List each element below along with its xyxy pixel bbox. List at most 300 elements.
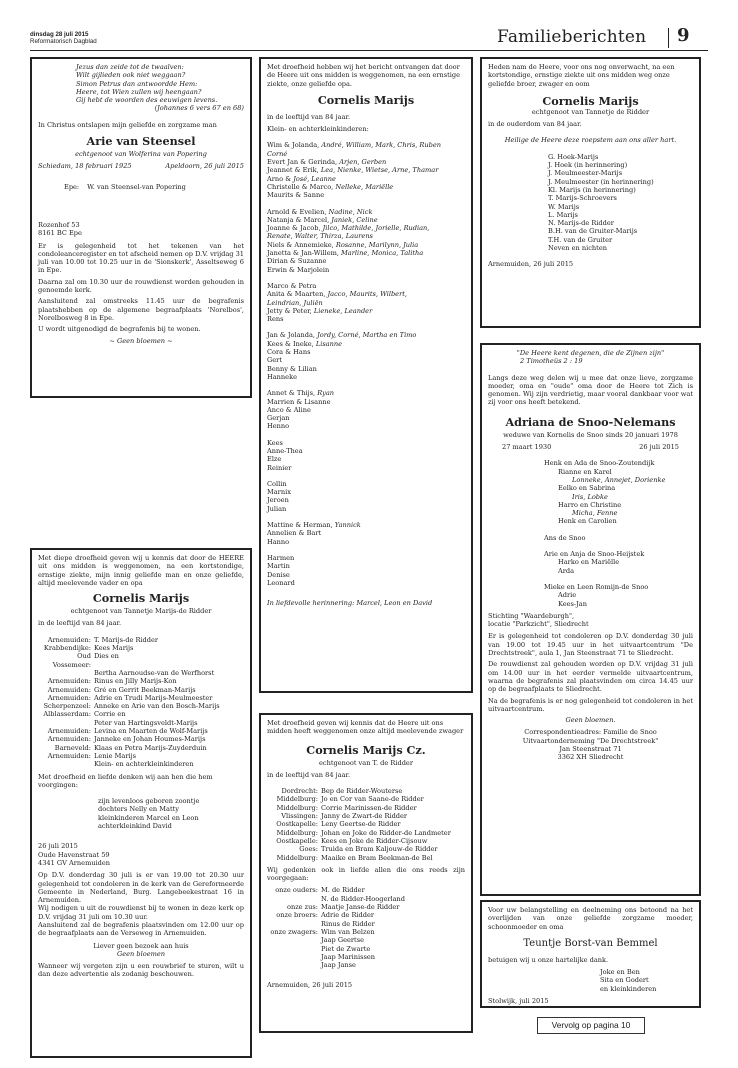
deceased-name: Arie van Steensel bbox=[86, 134, 196, 149]
family-row: Scherpenzeel: Anneke en Arie van den Bosch-Marijs bbox=[43, 702, 220, 711]
place-label bbox=[267, 953, 321, 961]
parents-names: Jeannet & Erik, bbox=[267, 166, 321, 175]
children-names: Jacco, Maurits, Wilbert, bbox=[327, 290, 407, 299]
intro-text: Met droefheid hebben wij het bericht ontvangen dat door de Heere uit ons midden is weggenomen, na een ernstige ziekte, onze geliefde opa. bbox=[267, 63, 461, 88]
grandchild-line bbox=[267, 398, 465, 406]
letter-notice: Wanneer wij vergeten zijn u een rouwbrief te sturen, wilt u dan deze advertentie als zodanig beschouwen. bbox=[38, 962, 244, 979]
location-line: locatie "Parkzicht", Sliedrecht bbox=[488, 620, 589, 629]
family-line: Kees-Jan bbox=[558, 599, 587, 608]
no-visit-text: Liever geen bezoek aan huis bbox=[93, 941, 189, 950]
grandchild-line bbox=[267, 496, 465, 504]
family-row: Arnemuiden: Lenie Marijs bbox=[47, 751, 137, 760]
verse-block bbox=[38, 63, 244, 113]
children-names: Corné bbox=[267, 149, 288, 158]
children-names: Yannick bbox=[334, 521, 361, 530]
family-row bbox=[267, 820, 465, 828]
parents-names: Niels & Annemieke, bbox=[267, 240, 336, 249]
family-row bbox=[267, 903, 465, 911]
family-list bbox=[38, 636, 244, 769]
family-line: Micha, Fenne bbox=[572, 509, 618, 518]
verse-line: "De Heere kent degenen, die de Zijnen zijn" bbox=[516, 349, 665, 357]
grandchild-line bbox=[267, 183, 465, 191]
burial-text: Aansluitend zal omstreeks 11.45 uur de begrafenis plaatshebben op de algemene begraafplaats 'Norelbos', Norelbosweg 8 in Epe. bbox=[38, 297, 244, 322]
parents-names: Christelle & Marco, bbox=[267, 182, 336, 191]
location-line: Stichting "Waardeburgh", bbox=[488, 611, 575, 620]
children-names: Rosanne, Marilynn, Julia bbox=[335, 240, 419, 249]
verse-line: Gij hebt de woorden des eeuwigen levens. bbox=[76, 96, 218, 105]
person-names: N. de Ridder-Hoogerland bbox=[321, 894, 406, 903]
verse-reference: 2 Timotheüs 2 : 19 bbox=[520, 357, 583, 366]
person-names: Bep de Ridder-Wouterse bbox=[321, 787, 403, 796]
person-names: Kees en Joke de Ridder-Cijsouw bbox=[321, 836, 428, 845]
obituary-cornelis-marijs-siblings bbox=[480, 57, 701, 328]
grandchild-line bbox=[267, 529, 465, 537]
children-names: Jordy, Corné, Martha en Timo bbox=[317, 331, 417, 340]
parents-names: Mattine & Herman, bbox=[267, 521, 335, 530]
grandchild-line bbox=[267, 224, 465, 232]
place-label: Oostkapelle: bbox=[276, 820, 318, 829]
person-names: Janny de Zwart-de Ridder bbox=[321, 812, 408, 821]
parents-names: Anco & Aline bbox=[267, 405, 311, 414]
parents-names: Cora & Hans bbox=[267, 348, 311, 357]
correspondence-line: 3362 XH Sliedrecht bbox=[557, 753, 624, 762]
grandchild-line bbox=[267, 340, 465, 348]
group-gap bbox=[267, 587, 465, 595]
family-line: Rianne en Karel bbox=[558, 467, 612, 476]
person-names: Maaike en Bram Beekman-de Bel bbox=[321, 853, 433, 862]
grandchild-line bbox=[267, 348, 465, 356]
person-names: Corrie Marinissen-de Ridder bbox=[321, 803, 417, 812]
grandchild-line bbox=[267, 422, 465, 430]
children-names: Jilco, Mathilde, Jorielle, Rudian, bbox=[322, 224, 430, 233]
family-row bbox=[267, 837, 465, 845]
life-dates bbox=[38, 162, 244, 170]
family-row bbox=[267, 845, 465, 853]
children-names: André, William, Mark, Chris, Ruben bbox=[321, 141, 442, 150]
relative-name: Kl. Marijs (in herinnering) bbox=[548, 185, 636, 194]
family-heading: Klein- en achterkleinkinderen: bbox=[267, 125, 369, 134]
correspondence-line: Uitvaartonderneming "De Drechtstreek" bbox=[522, 736, 659, 745]
parents-names: Jetty & Peter, bbox=[267, 306, 314, 315]
group-gap bbox=[267, 431, 465, 439]
predeceased-item: dochters Nelly en Matty bbox=[98, 805, 179, 814]
signatory-name: Joke en Ben bbox=[600, 968, 640, 977]
intro-text: Met diepe droefheid geven wij u kennis dat door de HEERE uit ons midden is weggenomen, na een kortstondige, ernstige ziekte, mijn innig geliefde man en onze geliefde, altijd meelevende vader en opa bbox=[38, 554, 244, 587]
life-dates bbox=[488, 443, 693, 451]
remembrance-text: Wij gedenken ook in liefde allen die ons reeds zijn voorgegaan: bbox=[267, 865, 465, 883]
after-burial-text: Na de begrafenis is er nog gelegenheid tot condoleren in het uitvaartcentrum. bbox=[488, 696, 693, 713]
family-row: Alblasserdam: Corrie en bbox=[43, 710, 126, 719]
grandchild-line bbox=[267, 150, 465, 158]
family-row: Arnemuiden: T. Marijs-de Ridder bbox=[47, 635, 159, 644]
family-row bbox=[267, 795, 465, 803]
grandchild-line bbox=[267, 208, 465, 216]
family-row: Barneveld: Klaas en Petra Marijs-Zuyderduin bbox=[54, 743, 207, 752]
grandchild-line bbox=[267, 356, 465, 364]
page-title: Familieberichten bbox=[497, 27, 647, 47]
obituary-arie-van-steensel bbox=[30, 57, 252, 398]
children-names: Nelleke, Mariëlle bbox=[335, 182, 394, 191]
condolence-text: Op D.V. donderdag 30 juli is er van 19.00 tot 20.30 uur gelegenheid tot condoleren in de kerk van de Gereformeerde Gemeente in Nederland, Burg. Langebeekestraat 16 in Arnemuiden. bbox=[38, 871, 244, 905]
place-label bbox=[267, 920, 321, 928]
verse-line: Heere, tot Wien zullen wij heengaan? bbox=[76, 87, 202, 96]
place-label: Epe: bbox=[64, 182, 80, 191]
parents-names: Jan & Jolanda, bbox=[267, 331, 318, 340]
parents-names: Leonard bbox=[267, 578, 295, 587]
group-gap bbox=[267, 472, 465, 480]
parents-names: Martin bbox=[267, 562, 290, 571]
grandchild-line bbox=[267, 389, 465, 397]
correspondence-line: Correspondentieadres: Familie de Snoo bbox=[524, 728, 657, 737]
parents-names: Jeroen bbox=[267, 496, 289, 505]
verse-line: Wilt gijlieden ook niet weggaan? bbox=[76, 71, 186, 80]
group-gap bbox=[267, 274, 465, 282]
thank-you-teuntje-borst bbox=[480, 900, 701, 1008]
grandchild-line bbox=[267, 257, 465, 265]
predeceased-list bbox=[267, 886, 465, 969]
obituary-cornelis-marijs-family bbox=[30, 548, 252, 1058]
person-names: Leny Geertse-de Ridder bbox=[321, 820, 401, 829]
deceased-name: Cornelis Marijs bbox=[542, 93, 639, 108]
family-line: Adrie bbox=[558, 591, 577, 600]
predeceased-list bbox=[38, 797, 244, 830]
person-names: Adrie de Ridder bbox=[321, 911, 375, 920]
grandchild-line bbox=[267, 166, 465, 174]
family-line: Iris, Lobke bbox=[572, 492, 608, 501]
family-block bbox=[488, 583, 693, 608]
parents-names: Marrien & Lisanne bbox=[267, 397, 331, 406]
grandchild-line bbox=[267, 406, 465, 414]
family-row: Arnemuiden: Rinus en Jilly Marijs-Kon bbox=[47, 677, 177, 686]
children-names: Leindrian, Juliën bbox=[267, 298, 323, 307]
deceased-name: Cornelis Marijs bbox=[317, 92, 415, 107]
family-row: Arnemuiden: Janneke en Johan Houmes-Marijs bbox=[47, 735, 206, 744]
service-text: De rouwdienst zal gehouden worden op D.V. vrijdag 31 juli om 14.00 uur in het eerder vermelde uitvaartcentrum, waarna de begrafenis zal plaatsvinden om circa 14.45 uur op de begraafplaats te Sliedrecht. bbox=[488, 660, 693, 694]
notice-date: 26 juli 2015 bbox=[38, 842, 78, 851]
intro-text: Heden nam de Heere, voor ons nog onverwacht, na een kortstondige, ernstige ziekte uit ons midden weg onze geliefde broer, zwager en oom bbox=[488, 63, 675, 88]
family-row: Klein- en achterkleinkinderen bbox=[94, 760, 194, 769]
thanks-text: betuigen wij u onze hartelijke dank. bbox=[488, 955, 609, 964]
place-label: Middelburg: bbox=[276, 795, 318, 804]
relative-name: T. Marijs-Schroevers bbox=[548, 194, 617, 203]
grandchild-line bbox=[267, 562, 465, 570]
relative-name: N. Marijs-de Ridder bbox=[548, 219, 614, 228]
grandchild-line bbox=[267, 373, 465, 381]
person-names: Truida en Bram Kaljouw-de Ridder bbox=[321, 845, 438, 854]
family-row bbox=[267, 804, 465, 812]
signatory-name: en kleinkinderen bbox=[600, 984, 657, 993]
predeceased-item: kleinkinderen Marcel en Leon bbox=[98, 813, 199, 822]
parents-names: Natanja & Marcel, bbox=[267, 215, 332, 224]
grandchildren-list bbox=[267, 141, 465, 595]
place-label: Middelburg: bbox=[276, 803, 318, 812]
parents-names: Joanne & Jacob, bbox=[267, 224, 323, 233]
family-line: Henk en Carolien bbox=[558, 517, 617, 526]
parents-names: Kees & Ineke, bbox=[267, 339, 316, 348]
deceased-name: Cornelis Marijs bbox=[92, 591, 190, 606]
obituary-adriana-de-snoo-nelemans bbox=[480, 343, 701, 896]
no-flowers: Geen bloemen bbox=[116, 949, 166, 958]
parents-names: Elze bbox=[267, 455, 282, 464]
place-label: onze broers: bbox=[276, 911, 318, 920]
person-names: Piet de Zwarte bbox=[321, 944, 371, 953]
intro-text: In Christus ontslapen mijn geliefde en zorgzame man bbox=[38, 120, 217, 129]
page-number: 9 bbox=[677, 25, 690, 46]
age-line: in de leeftijd van 84 jaar. bbox=[38, 619, 122, 628]
parents-names: Julian bbox=[267, 504, 287, 513]
grandchild-line bbox=[267, 455, 465, 463]
family-row bbox=[267, 920, 465, 928]
family-row bbox=[267, 829, 465, 837]
parents-names: Hanno bbox=[267, 537, 290, 546]
family-line: Mieke en Leen Romijn-de Snoo bbox=[544, 582, 649, 591]
person-names: Maatje Janse-de Ridder bbox=[321, 903, 400, 912]
place-label: onze zus: bbox=[286, 903, 318, 912]
birth-date: 27 maart 1930 bbox=[502, 443, 552, 452]
family-row: Krabbendijke: Kees Marijs bbox=[43, 644, 134, 653]
family-row bbox=[267, 895, 465, 903]
signatory bbox=[38, 183, 244, 191]
family-line: Harro en Christine bbox=[558, 500, 622, 509]
family-line: Arie en Anja de Snoo-Heijstek bbox=[544, 550, 645, 559]
family-row bbox=[267, 911, 465, 919]
family-row bbox=[267, 961, 465, 969]
age-line: in de leeftijd van 84 jaar. bbox=[267, 770, 351, 779]
place-label bbox=[267, 945, 321, 953]
grandchild-line bbox=[267, 158, 465, 166]
spouse-line: echtgenoot van Tannetje Marijs-de Ridder bbox=[70, 607, 212, 616]
correspondence-block bbox=[488, 728, 693, 761]
place-label: onze zwagers: bbox=[270, 927, 318, 936]
deceased-name: Teuntje Borst-van Bemmel bbox=[523, 937, 658, 949]
no-flowers: ~ Geen bloemen ~ bbox=[109, 336, 173, 345]
parents-names: Gert bbox=[267, 356, 282, 365]
age-line: in de leeftijd van 84 jaar. bbox=[267, 112, 351, 121]
parents-names: Rens bbox=[267, 315, 284, 324]
deceased-name: Adriana de Snoo-Nelemans bbox=[505, 414, 676, 429]
relatives-list bbox=[488, 153, 693, 253]
family-row bbox=[267, 936, 465, 944]
family-line: Harko en Mariëlle bbox=[558, 558, 620, 567]
parents-names: Collin bbox=[267, 479, 287, 488]
parents-names: Arno & bbox=[267, 174, 294, 183]
parents-names: Arnold & Evelien, bbox=[267, 207, 329, 216]
signatory-name: W. van Steensel-van Popering bbox=[87, 182, 186, 191]
person-names: Wim van Belzen bbox=[321, 927, 375, 936]
parents-names: Wim & Jolanda, bbox=[267, 141, 322, 150]
relative-name: J. Hoek (in herinnering) bbox=[548, 161, 628, 170]
parents-names: Evert Jan & Gerinda, bbox=[267, 158, 340, 167]
parents-names: Marnix bbox=[267, 488, 291, 497]
family-row: Bertha Aarnoudse-van de Werfhorst bbox=[94, 668, 215, 677]
grandchild-line bbox=[267, 266, 465, 274]
parents-names: Janetta & Jan-Willem, bbox=[267, 249, 342, 258]
parents-names: Hanneke bbox=[267, 372, 297, 381]
group-gap bbox=[267, 200, 465, 208]
closing-line: Arnemuiden, 26 juli 2015 bbox=[488, 260, 574, 269]
family-row: Peter van Hartingsveldt-Marijs bbox=[94, 718, 198, 727]
person-names: Rinus de Ridder bbox=[321, 919, 375, 928]
family-block bbox=[488, 550, 693, 575]
family-row: Oud Vossemeer: Dies en bbox=[52, 652, 119, 669]
relative-name: J. Meulmeester-Marijs bbox=[548, 169, 623, 178]
children-names: Lisanne bbox=[315, 339, 343, 348]
family-row: Arnemuiden: Gré en Gerrit Beekman-Marijs bbox=[47, 685, 196, 694]
grandchild-line bbox=[267, 505, 465, 513]
parents-names: Gerjan bbox=[267, 414, 290, 423]
family-row bbox=[267, 886, 465, 894]
spouse-line: echtgenoot van Wolferina van Popering bbox=[75, 150, 207, 159]
relative-name: B.H. van de Gruiter-Marijs bbox=[548, 227, 638, 236]
grandchild-line bbox=[267, 480, 465, 488]
obituary-cornelis-marijs-cz bbox=[259, 713, 473, 1033]
grandchild-line bbox=[267, 538, 465, 546]
verse-reference: (Johannes 6 vers 67 en 68) bbox=[154, 104, 244, 113]
death-date: 26 juli 2015 bbox=[639, 443, 679, 452]
children-names: Arjen, Gerben bbox=[339, 158, 387, 167]
family-row bbox=[267, 854, 465, 862]
person-names: Jaap Janse bbox=[321, 961, 356, 970]
family-block bbox=[488, 459, 693, 525]
verse-line: Simon Petrus dan antwoordde Hem: bbox=[76, 79, 198, 88]
remembrance-text: Met droefheid en liefde denken wij aan hen die hem voorgingen: bbox=[38, 772, 213, 789]
relative-name: G. Hoek-Marijs bbox=[548, 152, 599, 161]
grandchild-line bbox=[267, 299, 465, 307]
person-names: M. de Ridder bbox=[321, 886, 365, 895]
parents-names: Benny & Lilian bbox=[267, 364, 317, 373]
verse-line: Jezus dan zeide tot de twaalven: bbox=[76, 63, 184, 71]
place-label: Dordrecht: bbox=[281, 787, 318, 796]
birth-date: Schiedam, 18 februari 1925 bbox=[38, 162, 132, 171]
group-gap bbox=[267, 323, 465, 331]
family-row: Arnemuiden: Adrie en Trudi Marijs-Meulmeester bbox=[47, 693, 213, 702]
intro-text: Voor uw belangstelling en deelneming ons betoond na het overlijden van onze geliefde zorgzame moeder, schoonmoeder en oma bbox=[488, 906, 693, 931]
grandchild-line bbox=[267, 315, 465, 323]
family-row: Arnemuiden: Levina en Maarten de Wolf-Marijs bbox=[47, 727, 208, 736]
intro-text: Langs deze weg delen wij u mee dat onze lieve, zorgzame moeder, oma en "oude" oma door de Heere tot Zich is genomen. Wij zijn verdrietig, maar vooral dankbaar voor wat zij voor ons heeft betekend. bbox=[488, 373, 693, 407]
intro-text: Met droefheid geven wij kennis dat de Heere uit ons midden heeft weggenomen onze altijd meelevende zwager bbox=[267, 719, 464, 736]
relative-name: L. Marijs bbox=[548, 210, 578, 219]
address-line: Oude Havenstraat 59 bbox=[38, 850, 110, 859]
postcode-line: 8161 BC Epe bbox=[38, 229, 82, 238]
grandchild-line bbox=[267, 290, 465, 298]
grandchild-line bbox=[267, 249, 465, 257]
grandchild-line bbox=[267, 331, 465, 339]
grandchild-line bbox=[267, 521, 465, 529]
obituary-cornelis-marijs-grandchildren bbox=[259, 57, 473, 693]
grandchild-line bbox=[267, 579, 465, 587]
parents-names: Maurits & Sanne bbox=[267, 191, 325, 200]
spouse-line: echtgenoot van Tannetje de Ridder bbox=[531, 107, 650, 116]
verse-line: Heilige de Heere deze roepstem aan ons aller hart. bbox=[504, 136, 677, 145]
death-date: Apeldoorn, 26 juli 2015 bbox=[165, 162, 244, 171]
person-names: Jaap Marinissen bbox=[321, 952, 376, 961]
parents-names: Kees bbox=[267, 438, 283, 447]
parents-names: Erwin & Marjolein bbox=[267, 265, 330, 274]
grandchild-line bbox=[267, 464, 465, 472]
invitation-text: U wordt uitgenodigd de begrafenis bij te wonen. bbox=[38, 325, 201, 334]
signatories bbox=[488, 968, 693, 993]
correspondence-line: Jan Steenstraat 71 bbox=[559, 744, 622, 753]
family-line: Henk en Ada de Snoo-Zoutendijk bbox=[544, 459, 655, 468]
closing-line: Arnemuiden, 26 juli 2015 bbox=[267, 981, 353, 990]
masthead-left bbox=[30, 31, 97, 46]
children-names: Ryan bbox=[317, 389, 335, 398]
relative-name: J. Meulmeester (in herinnering) bbox=[548, 177, 654, 186]
grandchild-line bbox=[267, 554, 465, 562]
service-text: Wij nodigen u uit de rouwdienst bij te wonen in deze kerk op D.V. vrijdag 31 juli om 10.30 uur. bbox=[38, 904, 244, 921]
grandchild-line bbox=[267, 216, 465, 224]
parents-names: Annet & Thijs, bbox=[267, 389, 318, 398]
family-row bbox=[267, 812, 465, 820]
children-names: Renate, Walter, Thirza, Laurens bbox=[267, 232, 373, 241]
person-names: Johan en Joke de Ridder-de Landmeter bbox=[321, 828, 451, 837]
family-line: Arda bbox=[558, 566, 575, 575]
family-list bbox=[267, 787, 465, 862]
place-label: Middelburg: bbox=[276, 828, 318, 837]
place-label bbox=[267, 936, 321, 944]
spacer2 bbox=[480, 310, 701, 318]
grandchild-line bbox=[267, 488, 465, 496]
parents-names: Harmen bbox=[267, 553, 295, 562]
predeceased-item: achterkleinkind David bbox=[98, 822, 172, 831]
children-names: Lieneke, Leander bbox=[313, 306, 373, 315]
grandchild-line bbox=[267, 571, 465, 579]
closing-line: In liefdevolle herinnering: Marcel, Leon en David bbox=[267, 599, 433, 608]
continued-on-page-link[interactable]: Vervolg op pagina 10 bbox=[537, 1017, 645, 1034]
person-names: Jaap Geertse bbox=[321, 936, 364, 945]
children-names: Janiek, Celine bbox=[331, 215, 378, 224]
header-divider bbox=[668, 28, 669, 48]
family-row bbox=[267, 928, 465, 936]
deceased-name: Cornelis Marijs Cz. bbox=[306, 742, 426, 757]
grandchild-line bbox=[267, 282, 465, 290]
family-row bbox=[267, 945, 465, 953]
service-text: Daarna zal om 10.30 uur de rouwdienst worden gehouden in genoemde kerk. bbox=[38, 277, 244, 295]
children-names: Nadine, Nick bbox=[328, 207, 373, 216]
place-label: Oostkapelle: bbox=[276, 836, 318, 845]
grandchild-line bbox=[267, 414, 465, 422]
spouse-line: echtgenoot van T. de Ridder bbox=[319, 758, 413, 767]
group-gap bbox=[267, 546, 465, 554]
header-rule bbox=[30, 50, 708, 51]
address-line: Rozenhof 53 bbox=[38, 220, 80, 229]
place-label: Middelburg: bbox=[276, 853, 318, 862]
grandchild-line bbox=[267, 175, 465, 183]
burial-text: Aansluitend zal de begrafenis plaatsvinden om 12.00 uur op de begraafplaats aan de Verseweg in Arnemuiden. bbox=[38, 920, 244, 938]
group-gap bbox=[267, 513, 465, 521]
grandchild-line bbox=[267, 307, 465, 315]
place-label: Goes: bbox=[299, 845, 318, 854]
grandchild-line bbox=[267, 191, 465, 199]
age-line: in de ouderdom van 84 jaar. bbox=[488, 120, 582, 129]
place-label bbox=[267, 961, 321, 969]
parents-names: Reinier bbox=[267, 463, 292, 472]
grandchild-line bbox=[267, 447, 465, 455]
spouse-line: weduwe van Kornelis de Snoo sinds 20 januari 1978 bbox=[503, 430, 678, 439]
parents-names: Henno bbox=[267, 422, 290, 431]
children-names: José, Leanne bbox=[293, 174, 336, 183]
no-flowers: Geen bloemen. bbox=[565, 716, 616, 725]
condolence-text: Er is gelegenheid tot het tekenen van het condoleanceregister en tot afscheid nemen op D.V. vrijdag 31 juli van 10.00 tot 10.25 uur in de 'Sionskerk', Asseltseweg 6 in Epe. bbox=[38, 241, 244, 275]
grandchild-line bbox=[267, 241, 465, 249]
grandchild-line bbox=[267, 365, 465, 373]
place-label: Vlissingen: bbox=[281, 812, 318, 821]
parents-names: Anita & Maarten, bbox=[267, 290, 328, 299]
parents-names: Anne-Thea bbox=[267, 446, 303, 455]
grandchild-line bbox=[267, 141, 465, 149]
family-row bbox=[267, 787, 465, 795]
